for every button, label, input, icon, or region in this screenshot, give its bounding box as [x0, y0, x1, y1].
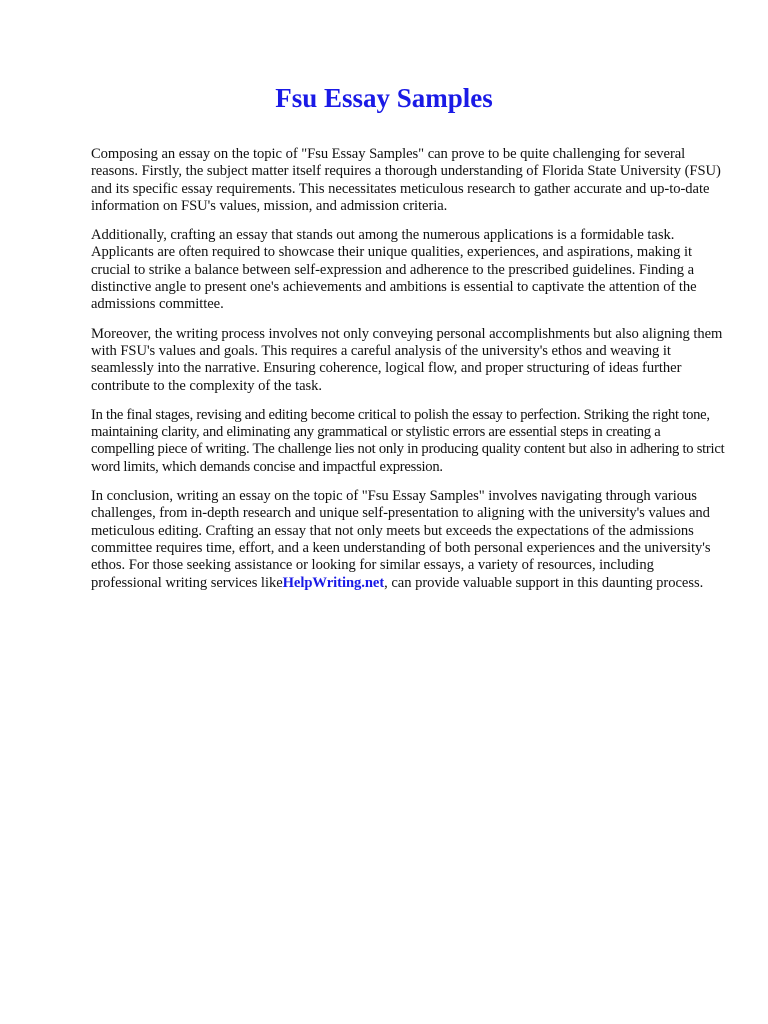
- paragraph-5-conclusion: [91, 488, 725, 592]
- paragraph-3: Moreover, the writing process involves not only conveying personal accomplishments but also aligning them with FSU's values and goals. This requires a careful analysis of the university's ethos and weaving it seamlessly into the narrative. Ensuring coherence, logical flow, and proper structuring of ideas further contribute to the complexity of the task.: [91, 325, 723, 394]
- conclusion-text-end: , can provide valuable support in this daunting process.: [384, 574, 704, 591]
- paragraph-1: Composing an essay on the topic of "Fsu Essay Samples" can prove to be quite challenging for several reasons. Firstly, the subject matter itself requires a thorough understanding of Florida State University (FSU) and its specific essay requirements. This necessitates meticulous research to gather accurate and up-to-date information on FSU's values, mission, and admission criteria.: [91, 146, 721, 214]
- page-title: Fsu Essay Samples: [275, 83, 493, 113]
- paragraph-2: Additionally, crafting an essay that stands out among the numerous applications is a formidable task. Applicants are often required to showcase their unique qualities, experiences, and aspirations, making it crucial to strike a balance between self-expression and adherence to the prescribed guidelines. Finding a distinctive angle to present one's achievements and ambitions is essential to captivate the attention of the admissions committee.: [91, 227, 697, 313]
- helpwriting-link[interactable]: HelpWriting.net: [282, 574, 385, 591]
- conclusion-text: In conclusion, writing an essay on the topic of "Fsu Essay Samples" involves navigating through various challenges, from in-depth research and unique self-presentation to aligning with the university's values and meticulous editing. Crafting an essay that not only meets but exceeds the expectations of the admissions committee requires time, effort, and a keen understanding of both personal experiences and the university's ethos. For those seeking assistance or looking for similar essays, a variety of resources, including professional writing services like: [91, 488, 711, 591]
- essay-body: [91, 146, 725, 604]
- paragraph-4: In the final stages, revising and editing become critical to polish the essay to perfection. Striking the right tone, maintaining clarity, and eliminating any grammatical or stylistic errors are essential steps in creating a compelling piece of writing. The challenge lies not only in producing quality content but also in adhering to strict word limits, which demands concise and impactful expression.: [91, 406, 725, 475]
